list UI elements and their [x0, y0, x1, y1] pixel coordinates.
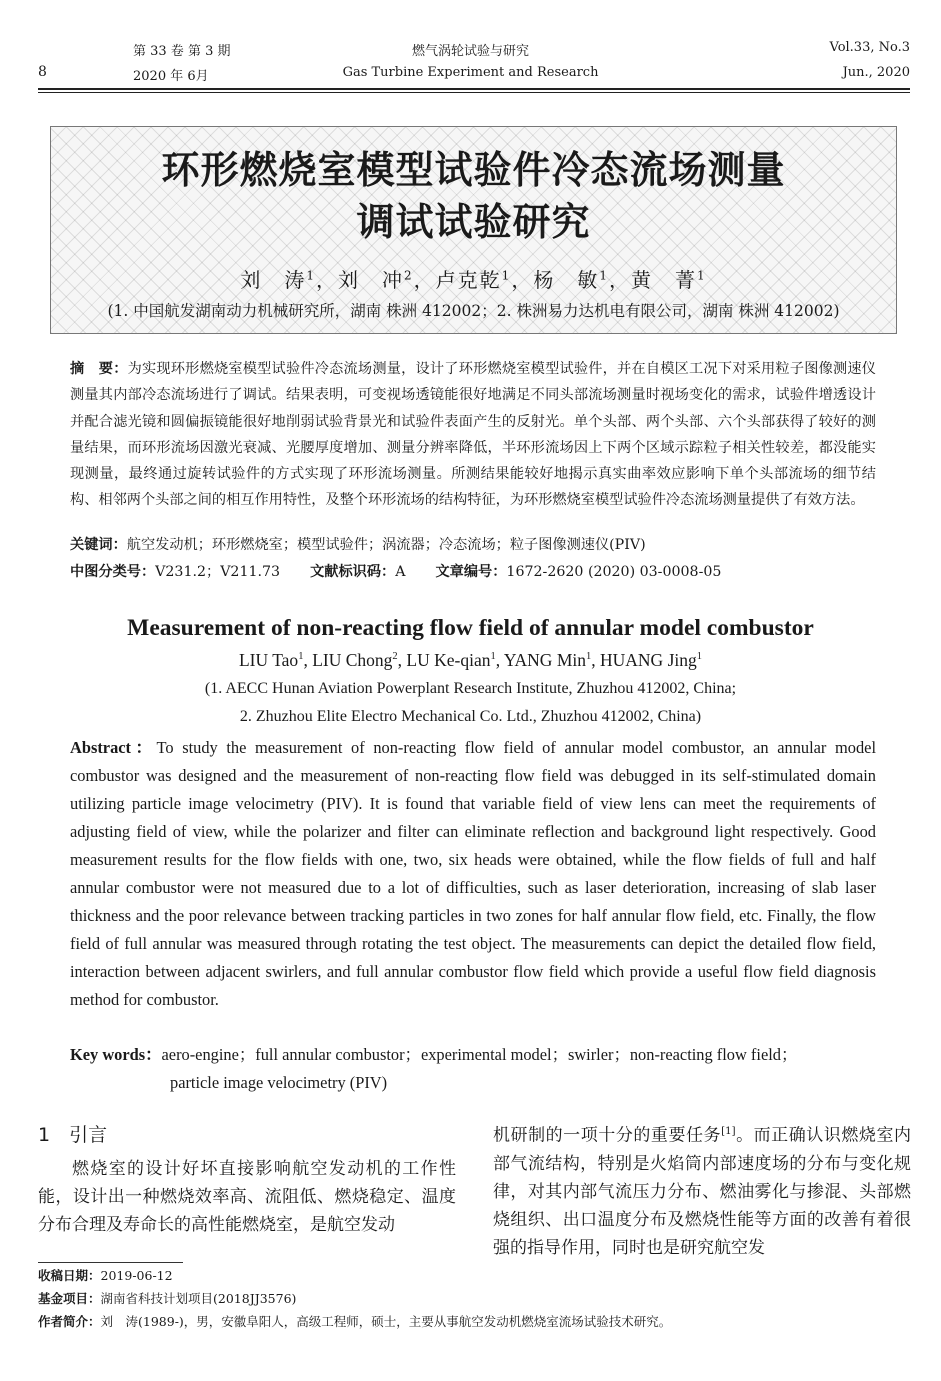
- journal-header: [0, 0, 941, 96]
- keywords-cn-label: 关键词：: [70, 537, 127, 553]
- citation-ref: [1]: [721, 1126, 736, 1137]
- date-en: Jun., 2020: [842, 65, 910, 80]
- keywords-cn-text: 航空发动机；环形燃烧室；模型试验件；涡流器；冷态流场；粒子图像测速仪(PIV): [126, 537, 646, 553]
- affiliation-en-line2: 2. Zhuzhou Elite Electro Mechanical Co. Ltd., Zhuzhou 412002, China): [239, 708, 702, 725]
- author-name: YANG Min: [503, 650, 586, 670]
- author-name: LIU Tao: [238, 650, 299, 670]
- keywords-en-line2: particle image velocimetry (PIV): [170, 1073, 388, 1092]
- footnote-author: [38, 1312, 671, 1330]
- abstract-en-text: To study the measurement of non-reacting flow field of annular model combustor, an annular model combustor was designed and the measurement of non-reacting flow field was debugged in its self-stimulated domain utilizing particle image velocimetry (PIV). It is found that variable field of view lens can meet the requirements of adjusting field of view, while the polarizer and filter can eliminate reflection and background light respectively. Good measurement results for the flow fields with one, two, six heads were obtained, while the flow fields of full and half annular combustor were not measured due to a lot of difficulties, such as laser deterioration, increasing of slab laser thickness and the poor relevance between tracking particles in two zones for half annular flow field, etc. Finally, the flow field of full annular was measured through rotating the test object. The measurements can depict the detailed flow field, interaction between adjacent swirlers, and full annular combustor flow field which provide a useful flow field diagnosis method for combustor.: [70, 738, 877, 1009]
- body-paragraph: 燃烧室的设计好坏直接影响航空发动机的工作性能，设计出一种燃烧效率高、流阻低、燃烧稳定、温度分布合理及寿命长的高性能燃烧室，是航空发动: [38, 1159, 456, 1235]
- clc-label: 中图分类号：: [70, 564, 156, 580]
- author-sup: 1: [586, 651, 592, 663]
- header-rule-thin: [38, 92, 910, 93]
- classification-line: [70, 561, 876, 581]
- fund-value: 湖南省科技计划项目(2018JJ3576): [100, 1291, 297, 1306]
- author-name: 刘 涛: [240, 268, 307, 292]
- body-column-left: [38, 1155, 456, 1239]
- body-text: 。而正确认识燃烧室内部气流结构，特别是火焰筒内部速度场的分布与变化规律，对其内部气流压力分布、燃油雾化与掺混、头部燃烧组织、出口温度分布及燃烧性能等方面的改善有着很强的指导作用，同时也是研究航空发: [493, 1125, 912, 1258]
- body-text: 机研制的一项十分的重要任务: [493, 1125, 722, 1146]
- title-box: [50, 126, 897, 334]
- keywords-cn: [70, 534, 876, 554]
- clc-value: V231.2；V211.73: [155, 564, 281, 580]
- author-name: LU Ke-qian: [406, 650, 491, 670]
- affiliation-cn: (1. 中国航发湖南动力机械研究所，湖南 株洲 412002；2. 株洲易力达机电有限公司，湖南 株洲 412002): [107, 302, 840, 320]
- doc-code-label: 文献标识码：: [310, 564, 396, 580]
- author-sup: 2: [404, 268, 414, 283]
- article-number-label: 文章编号：: [435, 564, 507, 580]
- author-sup: 1: [501, 268, 512, 283]
- author-sup: 2: [392, 651, 398, 663]
- keywords-en-label: Key words：: [70, 1045, 162, 1064]
- journal-name-en: Gas Turbine Experiment and Research: [342, 65, 599, 80]
- footnote-received: [38, 1266, 173, 1284]
- volume-issue-en: Vol.33, No.3: [829, 40, 910, 55]
- abstract-cn: [70, 356, 876, 514]
- authors-en: LIU Tao$^1$, LIU Chong$^2$, LU Ke-qian$^1$, YANG Min$^1$, HUANG Jing$^1$: [238, 650, 702, 670]
- author-bio-label: 作者简介：: [38, 1314, 101, 1329]
- received-value: 2019-06-12: [100, 1268, 173, 1283]
- journal-name-cn: 燃气涡轮试验与研究: [411, 44, 529, 59]
- author-bio-value: 刘 涛(1989-)，男，安徽阜阳人，高级工程师，硕士，主要从事航空发动机燃烧室流场试验技术研究。: [100, 1314, 672, 1329]
- paper-title-line1: 环形燃烧室模型试验件冷态流场测量: [161, 148, 786, 192]
- volume-issue-cn: 第 33 卷 第 3 期: [133, 44, 231, 59]
- affiliation-en-line1: (1. AECC Hunan Aviation Powerplant Research Institute, Zhuzhou 412002, China;: [204, 680, 737, 697]
- abstract-cn-label: 摘 要：: [70, 361, 128, 377]
- abstract-en-label: Abstract：: [70, 738, 157, 757]
- author-sup: 1: [490, 651, 496, 663]
- doc-code-value: A: [395, 564, 406, 580]
- authors-cn: 刘 涛$^1$，刘 冲$^2$，卢克乾$^1$，杨 敏$^1$，黄 菁$^1$: [240, 268, 707, 292]
- footnote-fund: [38, 1289, 296, 1307]
- author-name: HUANG Jing: [600, 650, 697, 670]
- author-name: 刘 冲: [338, 268, 405, 292]
- author-name: 黄 菁: [630, 268, 697, 292]
- keywords-en: [70, 1041, 876, 1097]
- date-cn: 2020 年 6月: [133, 69, 209, 84]
- received-label: 收稿日期：: [38, 1268, 101, 1283]
- author-sup: 1: [306, 268, 317, 283]
- section-heading: 1 引言: [38, 1124, 108, 1146]
- author-sup: 1: [696, 268, 707, 283]
- header-rule-thick: [38, 88, 910, 90]
- author-sup: 1: [298, 651, 304, 663]
- paper-title-en: Measurement of non-reacting flow field of annular model combustor: [127, 615, 814, 641]
- author-sup: 1: [599, 268, 609, 283]
- author-name: 杨 敏: [533, 268, 600, 292]
- fund-label: 基金项目：: [38, 1291, 101, 1306]
- paper-title-line2: 调试试验研究: [356, 200, 591, 244]
- article-number-value: 1672-2620 (2020) 03-0008-05: [506, 564, 722, 580]
- abstract-en: [70, 734, 876, 1014]
- keywords-en-line1: aero-engine；full annular combustor；experimental model；swirler；non-reacting flow field；: [161, 1045, 798, 1064]
- author-name: LIU Chong: [312, 650, 393, 670]
- page-number: 8: [38, 64, 47, 80]
- abstract-cn-text: 为实现环形燃烧室模型试验件冷态流场测量，设计了环形燃烧室模型试验件，并在自模区工况下对采用粒子图像测速仪测量其内部冷态流场进行了调试。结果表明，可变视场透镜能很好地满足不同头部流场测量时视场变化的需求，试验件增透设计并配合滤光镜和圆偏振镜能很好地削弱试验背景光和试验件表面产生的反射光。单个头部、两个头部、六个头部获得了较好的测量结果，而环形流场因激光衰减、光腰厚度增加、测量分辨率降低，半环形流场因上下两个区域示踪粒子相关性较差，都没能实现测量，最终通过旋转试验件的方式实现了环形流场测量。所测结果能较好地揭示真实曲率效应影响下单个头部流场的细节结构、相邻两个头部之间的相互作用特性，及整个环形流场的结构特征，为环形燃烧室模型试验件冷态流场测量提供了有效方法。: [70, 361, 876, 509]
- author-name: 卢克乾: [435, 268, 502, 292]
- author-sup: 1: [696, 651, 702, 663]
- footnote-rule: [38, 1262, 183, 1263]
- body-column-right: [493, 1118, 911, 1262]
